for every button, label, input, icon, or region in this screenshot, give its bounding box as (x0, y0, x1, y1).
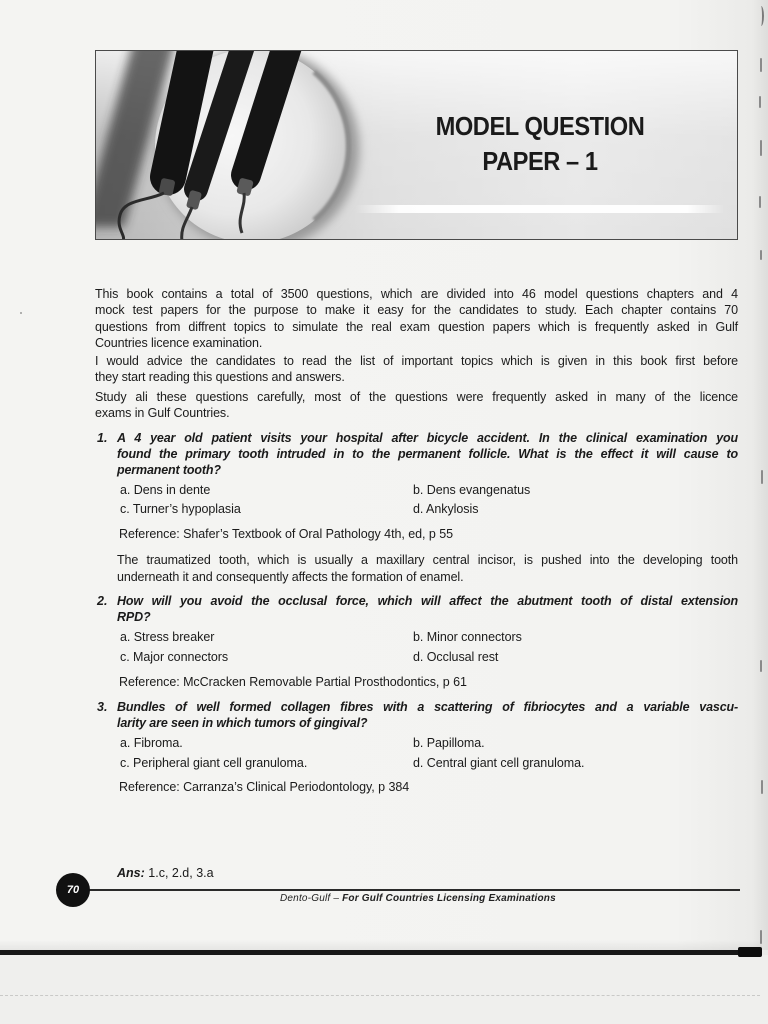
footer-rule (88, 889, 740, 891)
running-footer-prefix: Dento-Gulf – (280, 893, 340, 904)
intro-line: exams in Gulf Countries. (95, 406, 230, 421)
reference-text: Reference: Carranza’s Clinical Periodontology, p 384 (119, 780, 410, 794)
answer-option-b: b. Minor connectors (413, 630, 522, 644)
answer-option-a: a. Dens in dente (120, 483, 211, 497)
answer-option-d: d. Central giant cell granuloma. (413, 756, 585, 770)
scan-bottom-area (0, 955, 768, 1024)
scan-mark (760, 250, 762, 260)
scan-mark (761, 780, 763, 794)
answer-option-a: a. Stress breaker (120, 630, 215, 644)
scan-mark (758, 6, 764, 26)
answer-option-b: b. Dens evangenatus (413, 483, 531, 497)
explanation (117, 552, 738, 585)
scan-mark (759, 196, 761, 208)
intro-line: questions from diffrent topics to simulate the real exam question papers which is frequently asked in Gulf (95, 319, 738, 334)
page-edge-shadow (0, 940, 762, 950)
scan-mark (760, 660, 762, 672)
scan-mark (760, 58, 762, 72)
question-number: 1. (97, 431, 108, 445)
question-number: 3. (97, 700, 108, 714)
intro-paragraph-3 (95, 389, 738, 422)
question-stem-line: Bundles of well formed collagen fibres with a scattering of fibriocytes and a variable vascu- (117, 700, 738, 714)
question-stem (117, 430, 738, 478)
intro-paragraph-1 (95, 286, 738, 351)
answer-option-c: c. Turner’s hypoplasia (120, 502, 241, 516)
intro-line: mock test papers for the purpose to make it easy for the candidates to study. Each chapter contains 70 (95, 303, 738, 318)
question-stem-line: found the primary tooth intruded in to the permanent follicle. What is the effect it will cause to (117, 447, 738, 461)
intro-line: This book contains a total of 3500 questions, which are divided into 46 model questions chapters and 4 (95, 287, 738, 301)
answer-option-d: d. Ankylosis (413, 502, 479, 516)
page-number-badge: 70 (56, 873, 90, 907)
answer-key-label: Ans: (117, 866, 145, 880)
question-stem-line: RPD? (117, 610, 151, 624)
question-stem-line: A 4 year old patient visits your hospital after bicycle accident. In the clinical examination you (117, 431, 738, 445)
answer-option-c: c. Peripheral giant cell granuloma. (120, 756, 308, 770)
question-number: 2. (97, 594, 108, 608)
question-stem-line: permanent tooth? (117, 463, 221, 477)
intro-line: I would advice the candidates to read the list of important topics which is given in this book first before (95, 354, 738, 368)
answer-option-d: d. Occlusal rest (413, 650, 499, 664)
reference-text: Reference: Shafer’s Textbook of Oral Pathology 4th, ed, p 55 (119, 527, 454, 541)
answer-option-b: b. Papilloma. (413, 736, 485, 750)
running-footer (280, 892, 556, 906)
answer-key-value: 1.c, 2.d, 3.a (148, 866, 214, 880)
question-stem-line: larity are seen in which tumors of gingival? (117, 716, 368, 730)
chapter-banner (95, 50, 738, 240)
intro-paragraph-2 (95, 353, 738, 386)
answer-key (117, 865, 214, 881)
chapter-title-line-1: MODEL QUESTION (435, 111, 645, 141)
chapter-title-line-2: PAPER – 1 (482, 146, 598, 176)
question-stem (117, 699, 738, 731)
scan-mark (761, 470, 763, 484)
question-stem (117, 593, 738, 625)
question-stem-line: How will you avoid the occlusal force, which will affect the abutment tooth of distal extension (117, 594, 738, 608)
scan-mark (759, 96, 761, 108)
intro-line: they start reading this questions and answers. (95, 370, 345, 385)
page-edge-line (738, 947, 762, 957)
scan-mark (20, 312, 22, 314)
reference-text: Reference: McCracken Removable Partial Prosthodontics, p 61 (119, 675, 467, 689)
page-edge-line (0, 950, 762, 955)
intro-line: Countries licence examination. (95, 335, 263, 350)
scan-dashed-line (0, 995, 760, 996)
chapter-title (395, 109, 685, 179)
explanation-line: The traumatized tooth, which is usually a maxillary central incisor, is pushed into the developing tooth (117, 553, 738, 567)
answer-option-a: a. Fibroma. (120, 736, 183, 750)
answer-option-c: c. Major connectors (120, 650, 229, 664)
scan-mark (760, 140, 762, 156)
running-footer-title: For Gulf Countries Licensing Examinations (342, 893, 556, 904)
explanation-line: underneath it and consequently affects the formation of enamel. (117, 569, 464, 584)
intro-line: Study ali these questions carefully, most of the questions were frequently asked in many of the licence (95, 390, 738, 404)
